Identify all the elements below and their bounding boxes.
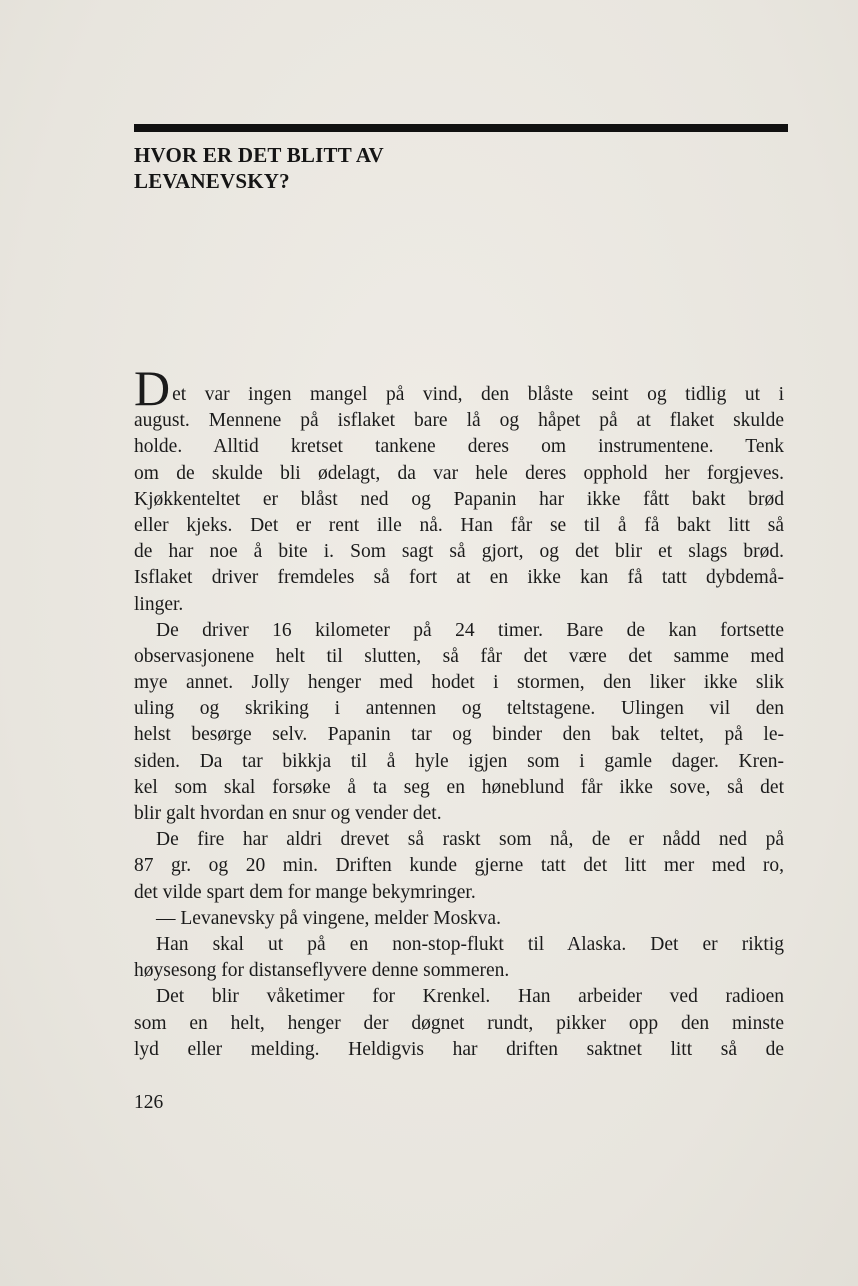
text-line: om de skulde bli ødelagt, da var hele deres opphold her forgjeves.	[134, 462, 784, 484]
drop-cap: D	[134, 360, 171, 416]
text-line: helst besørge selv. Papanin tar og binder den bak teltet, på le-	[134, 724, 784, 746]
page-number: 126	[134, 1092, 164, 1113]
text-line: observasjonene helt til slutten, så får det være det samme med	[134, 645, 784, 667]
text-line: eller kjeks. Det er rent ille nå. Han får se til å få bakt litt så	[134, 514, 784, 536]
text-line: august. Mennene på isflaket bare lå og håpet på at flaket skulde	[134, 410, 784, 432]
text-line: De fire har aldri drevet så raskt som nå, de er nådd ned på	[156, 829, 784, 851]
text-line: uling og skriking i antennen og teltstagene. Ulingen vil den	[134, 698, 784, 720]
text-line: mye annet. Jolly henger med hodet i stormen, den liker ikke slik	[134, 672, 784, 694]
text-line: kel som skal forsøke å ta seg en høneblund får ikke sove, så det	[134, 776, 784, 798]
text-line: blir galt hvordan en snur og vender det.	[134, 803, 442, 824]
first-line	[134, 360, 784, 416]
chapter-title-line: HVOR ER DET BLITT AV	[134, 143, 384, 167]
text-line: 87 gr. og 20 min. Driften kunde gjerne tatt det litt mer med ro,	[134, 855, 784, 877]
text-line: Isflaket driver fremdeles så fort at en ikke kan få tatt dybdemå-	[134, 567, 784, 589]
text-line: — Levanevsky på vingene, melder Moskva.	[156, 907, 501, 929]
text-line: som en helt, henger der døgnet rundt, pikker opp den minste	[134, 1012, 784, 1034]
text-line: høysesong for distanseflyvere denne sommeren.	[134, 960, 510, 982]
body-text	[134, 360, 784, 1063]
text-line: Han skal ut på en non-stop-flukt til Alaska. Det er riktig	[156, 933, 784, 955]
text-line: siden. Da tar bikkja til å hyle igjen som i gamle dager. Kren-	[134, 750, 784, 772]
chapter-rule	[134, 124, 788, 132]
text-line: de har noe å bite i. Som sagt så gjort, og det blir et slags brød.	[134, 541, 784, 563]
text-line: De driver 16 kilometer på 24 timer. Bare de kan fortsette	[156, 619, 784, 641]
chapter-title	[134, 142, 654, 194]
chapter-title-line: LEVANEVSKY?	[134, 169, 290, 193]
text-line: holde. Alltid kretset tankene deres om instrumentene. Tenk	[134, 436, 784, 458]
text-line: lyd eller melding. Heldigvis har driften saktnet litt så de	[134, 1038, 784, 1060]
text-line: Det blir våketimer for Krenkel. Han arbeider ved radioen	[156, 986, 784, 1008]
text-line: Kjøkkenteltet er blåst ned og Papanin har ikke fått bakt brød	[134, 488, 784, 510]
text-line: linger.	[134, 593, 184, 615]
first-line-text: et var ingen mangel på vind, den blåste seint og tidlig ut i	[172, 384, 784, 405]
text-line: det vilde spart dem for mange bekymringer.	[134, 881, 476, 903]
